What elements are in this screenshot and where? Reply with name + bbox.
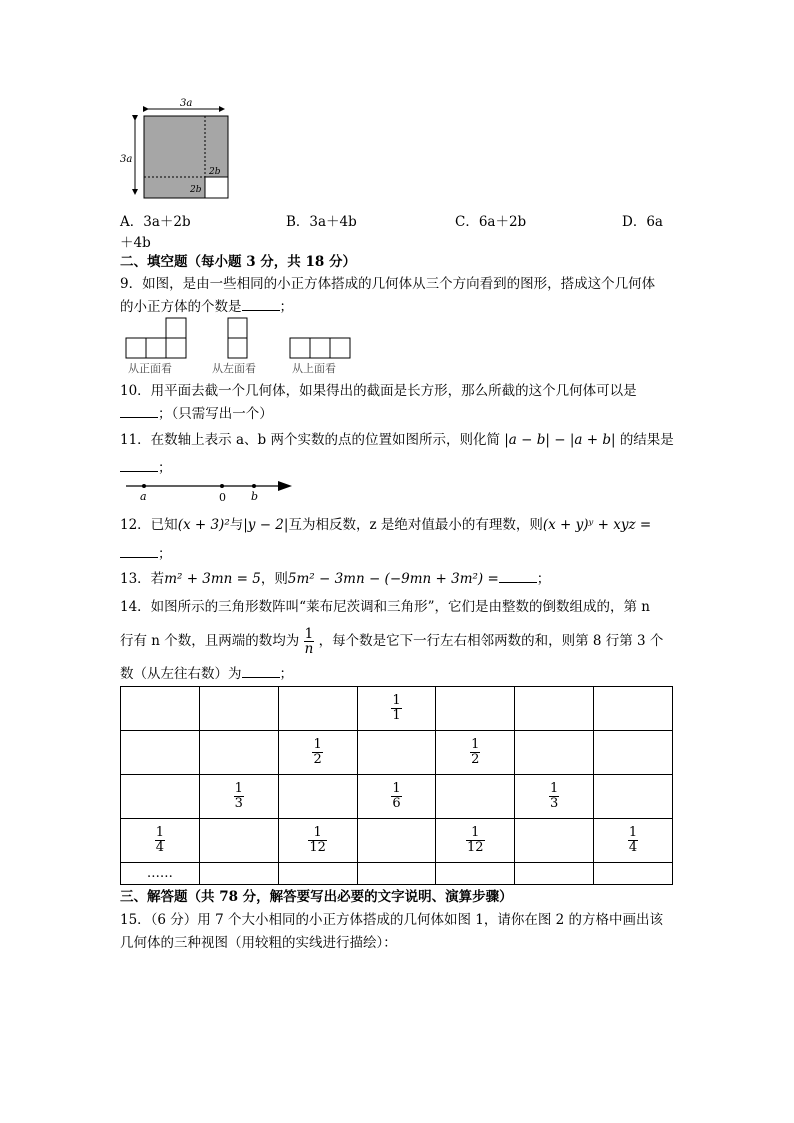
section-2-title: 二、填空题（每小题 3 分，共 18 分） <box>120 254 356 270</box>
triangle-fraction: $\frac{1}{3}$ <box>550 781 559 811</box>
triangle-fraction: $\frac{1}{4}$ <box>155 825 165 855</box>
leibniz-triangle-table <box>120 686 673 885</box>
q9-views-figure <box>120 316 360 376</box>
label-b: b <box>251 490 259 503</box>
triangle-cell <box>199 687 278 731</box>
triangle-cell <box>278 731 357 775</box>
q12-expr1: (x + 3)² <box>177 517 230 533</box>
triangle-cell <box>436 731 515 775</box>
side-label: 3a <box>120 154 133 165</box>
q9-answer-blank[interactable] <box>242 296 280 311</box>
q10-line1: 10．用平面去截一个几何体，如果得出的截面是长方形，那么所截的这个几何体可以是 <box>120 383 637 399</box>
triangle-cell <box>357 687 436 731</box>
q11-answer-blank[interactable] <box>120 457 158 472</box>
q13-expr1: m² + 3mn = 5 <box>164 571 261 587</box>
q12-expr2: |y − 2| <box>243 517 289 533</box>
point-b <box>252 484 256 488</box>
q11-line2 <box>120 457 172 478</box>
q14-line3 <box>120 663 293 684</box>
q13-mid: ，则 <box>260 571 288 587</box>
q14-text-a: 行有 n 个数，且两端的数均为 <box>120 633 300 649</box>
triangle-cell <box>199 731 278 775</box>
triangle-cell <box>357 863 436 885</box>
q12-rest: 互为相反数，z 是绝对值最小的有理数，则 <box>288 517 543 533</box>
triangle-cell <box>594 819 673 863</box>
q11-expression: |a − b| − |a + b| <box>504 432 616 448</box>
q12-expr3: (x + y)ʸ + xyz = <box>542 517 652 533</box>
triangle-cell <box>436 775 515 819</box>
triangle-fraction: $\frac{1}{12}$ <box>309 825 326 855</box>
q14-answer-blank[interactable] <box>242 663 280 678</box>
left-view <box>228 318 247 358</box>
point-a <box>142 484 146 488</box>
triangle-fraction: $\frac{1}{4}$ <box>628 825 638 855</box>
front-view <box>126 318 186 358</box>
q14-frac-den: n <box>304 641 314 657</box>
top-view <box>290 338 350 358</box>
q9-line1: 9．如图，是由一些相同的小正方体搭成的几何体从三个方向看到的图形，搭成这个几何体 <box>120 276 656 292</box>
q10-answer-blank[interactable] <box>120 403 158 418</box>
q14-fraction <box>304 627 315 656</box>
triangle-cell <box>515 775 594 819</box>
triangle-cell <box>357 731 436 775</box>
q15-line1: 15．（6 分）用 7 个大小相同的小正方体搭成的几何体如图 1，请你在图 2 的方格中画出该 <box>120 912 664 928</box>
triangle-fraction: $\frac{1}{1}$ <box>392 693 401 723</box>
triangle-fraction: $\frac{1}{3}$ <box>234 781 243 811</box>
option-b: B．3a＋4b <box>286 214 357 230</box>
section-3-title: 三、解答题（共 78 分，解答要写出必要的文字说明、演算步骤） <box>120 889 513 905</box>
q10-line2 <box>120 403 273 424</box>
q14-frac-num: 1 <box>304 626 314 642</box>
label-front-view: 从正面看 <box>128 362 172 375</box>
triangle-row <box>121 775 673 819</box>
q12-prefix: 12．已知 <box>120 517 178 533</box>
q13-prefix: 13．若 <box>120 571 165 587</box>
q9-text: 的小正方体的个数是 <box>120 299 242 315</box>
triangle-cell <box>121 863 200 885</box>
q12-line1 <box>120 515 651 535</box>
triangle-cell <box>515 731 594 775</box>
q14-text-b: ，每个数是它下一行左右相邻两数的和，则第 8 行第 3 个 <box>318 633 664 649</box>
triangle-cell <box>278 863 357 885</box>
triangle-cell <box>278 687 357 731</box>
q10-end: ；（只需写出一个） <box>158 406 273 422</box>
q11-text-end: 的结果是 <box>619 432 674 448</box>
q11-text: 11．在数轴上表示 a、b 两个实数的点的位置如图所示，则化简 <box>120 432 500 448</box>
label-top-view: 从上面看 <box>292 362 336 375</box>
q14-end: ； <box>279 666 293 682</box>
triangle-cell <box>121 731 200 775</box>
triangle-cell <box>436 863 515 885</box>
triangle-fraction: $\frac{1}{12}$ <box>467 825 484 855</box>
triangle-cell <box>594 775 673 819</box>
q9-line2 <box>120 296 293 317</box>
q12-line2 <box>120 543 172 564</box>
q13-expr2: 5m² − 3mn − (−9mn + 3m²) = <box>287 571 499 587</box>
q12-end: ； <box>158 546 172 562</box>
triangle-row <box>121 819 673 863</box>
triangle-ellipsis: …… <box>146 866 173 881</box>
triangle-fraction: $\frac{1}{2}$ <box>313 737 322 767</box>
q12-mid: 与 <box>229 517 244 533</box>
q14-line2 <box>120 626 663 656</box>
triangle-cell <box>594 731 673 775</box>
option-a: A．3a＋2b <box>120 214 191 230</box>
label-zero: 0 <box>219 491 226 504</box>
top-label: 3a <box>180 98 193 109</box>
q13-end: ； <box>536 571 551 587</box>
q15-line2: 几何体的三种视图（用较粗的实线进行描绘）： <box>120 935 397 951</box>
triangle-cell <box>199 863 278 885</box>
corner-white-square <box>205 177 228 198</box>
triangle-cell <box>357 775 436 819</box>
q14-text-3: 数（从左往右数）为 <box>120 666 242 682</box>
q13-answer-blank[interactable] <box>499 568 537 583</box>
triangle-fraction: $\frac{1}{6}$ <box>392 781 401 811</box>
triangle-cell <box>515 687 594 731</box>
triangle-cell <box>436 819 515 863</box>
option-c: C．6a＋2b <box>455 214 527 230</box>
q11-line1 <box>120 430 674 450</box>
triangle-cell <box>278 775 357 819</box>
triangle-cell <box>121 819 200 863</box>
q8-square-figure <box>118 96 238 202</box>
triangle-cell <box>121 775 200 819</box>
option-d: D．6a <box>622 214 663 230</box>
triangle-row <box>121 731 673 775</box>
q12-answer-blank[interactable] <box>120 543 158 558</box>
inner-v-label: 2b <box>209 167 221 177</box>
axis-arrowhead <box>278 481 292 491</box>
triangle-cell <box>278 819 357 863</box>
triangle-fraction: $\frac{1}{2}$ <box>471 737 480 767</box>
q13-line <box>120 568 550 589</box>
q9-end: ； <box>279 299 293 315</box>
point-zero <box>220 484 224 488</box>
triangle-cell <box>121 687 200 731</box>
q14-line1: 14．如图所示的三角形数阵叫“莱布尼茨调和三角形”，它们是由整数的倒数组成的，第 n <box>120 599 650 615</box>
triangle-cell <box>199 819 278 863</box>
q11-number-line <box>120 476 300 504</box>
triangle-row <box>121 687 673 731</box>
triangle-cell <box>436 687 515 731</box>
option-d-continued: ＋4b <box>120 235 151 251</box>
triangle-cell <box>515 863 594 885</box>
triangle-row <box>121 863 673 885</box>
triangle-cell <box>594 687 673 731</box>
label-a: a <box>140 490 147 503</box>
triangle-cell <box>594 863 673 885</box>
triangle-cell <box>357 819 436 863</box>
label-left-view: 从左面看 <box>212 362 256 375</box>
inner-h-label: 2b <box>190 185 202 195</box>
q11-end: ； <box>158 460 172 476</box>
triangle-cell <box>515 819 594 863</box>
triangle-cell <box>199 775 278 819</box>
